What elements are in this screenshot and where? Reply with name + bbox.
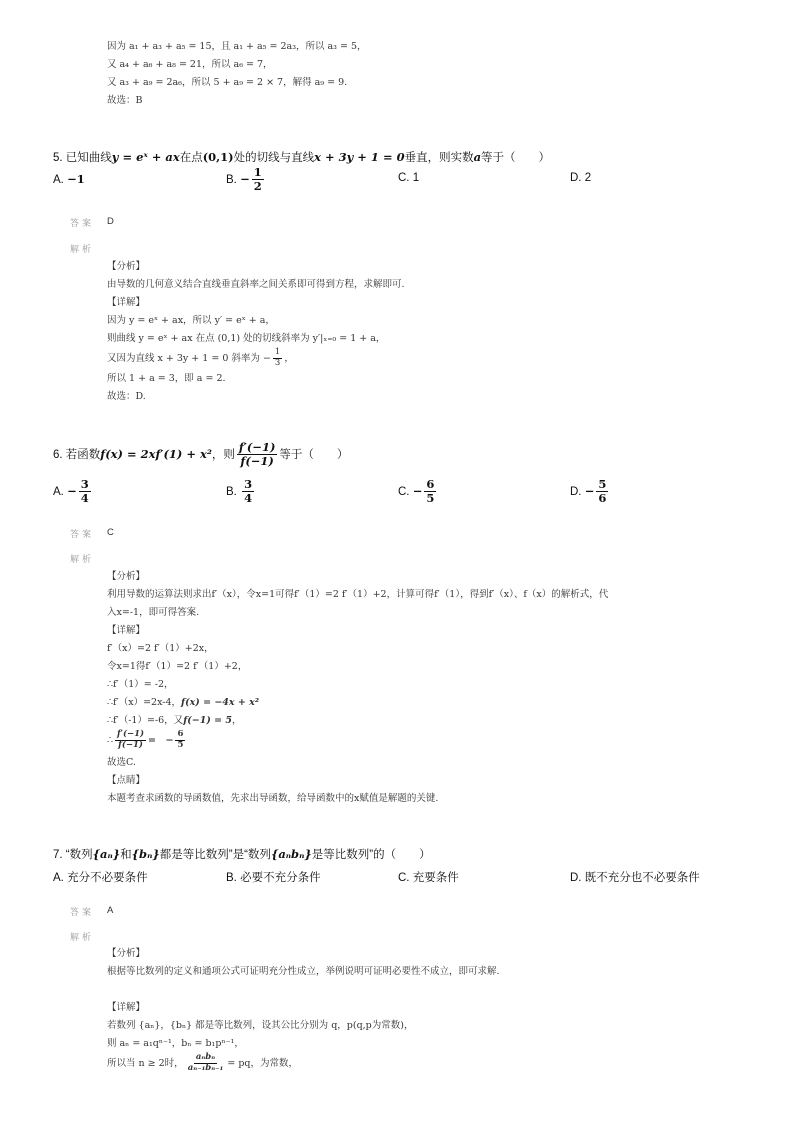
option-value: 充分不必要条件 [67, 872, 148, 884]
option-value: 1 [412, 172, 420, 184]
stem-text: 若函数 [65, 448, 101, 461]
detail-line: 故选C. [107, 757, 136, 768]
stem-text: 垂直，则实数 [404, 152, 474, 164]
fraction-numerator: 6 [426, 477, 435, 491]
answer-label: 答案 [70, 908, 95, 918]
question-5-stem [53, 149, 550, 165]
detail-line: 故选：D. [107, 391, 146, 402]
option-a[interactable] [53, 478, 93, 505]
option-value: 必要不充分条件 [240, 872, 321, 884]
analysis-text: 入x=-1，即可得答案. [107, 607, 200, 618]
question-number: 6. [53, 448, 63, 461]
stem-text: 和 [120, 849, 132, 861]
analysis-text: 根据等比数列的定义和通项公式可证明充分性成立，举例说明可证明必要性不成立，即可求解. [107, 966, 500, 977]
sequence-formula: {aₙ} [92, 847, 121, 861]
option-d[interactable] [570, 869, 700, 885]
detail-heading: 【详解】 [107, 297, 146, 308]
detail-heading: 【详解】 [107, 1002, 146, 1013]
question-6-stem [53, 441, 348, 468]
option-d[interactable] [570, 478, 610, 505]
option-fraction [596, 478, 608, 505]
fraction-denominator: f(−1) [118, 739, 143, 750]
detail-line: f′（x）=2 f′（1）+2x， [107, 643, 214, 654]
curve-formula: y = eˣ + ax [111, 150, 180, 164]
option-sign: − [412, 483, 423, 498]
analysis-heading: 【分析】 [107, 571, 146, 582]
fraction-numerator: aₙbₙ [195, 1052, 216, 1062]
sequence-formula: {bₙ} [131, 847, 160, 861]
option-letter: D. [570, 485, 582, 498]
option-value: 既不充分也不必要条件 [584, 872, 700, 884]
detail-formula: f(x) = −4x + x² [181, 697, 259, 708]
option-value: 充要条件 [412, 872, 459, 884]
stem-text: 在点 [179, 152, 203, 164]
detail-text: ∴ [107, 734, 114, 746]
analysis-heading: 【分析】 [107, 261, 146, 272]
detail-text: = − [148, 734, 174, 746]
analysis-heading: 【分析】 [107, 948, 146, 959]
fraction-denominator: 6 [598, 491, 607, 506]
option-letter: D. [570, 172, 582, 184]
option-letter: A. [53, 485, 64, 498]
stem-text: 都是等比数列”是“数列 [159, 849, 271, 861]
detail-line [107, 1053, 500, 1077]
fraction-denominator: f(−1) [240, 454, 274, 469]
detail-line: 则曲线 y = eˣ + ax 在点 (0,1) 处的切线斜率为 y′|ₓ₌₀ = 1 + a， [107, 333, 386, 344]
function-formula: f(x) = 2xf′(1) + x² [100, 446, 212, 461]
detail-fraction [186, 1053, 226, 1074]
option-letter: B. [226, 872, 237, 884]
sequence-formula: {aₙbₙ} [270, 847, 312, 861]
option-c[interactable] [398, 869, 459, 885]
option-c[interactable] [398, 172, 419, 184]
prev-solution-line: 故选：B [107, 95, 143, 106]
option-a[interactable] [53, 869, 148, 885]
detail-line [107, 712, 608, 730]
detail-fraction [273, 348, 282, 369]
detail-line: 令x=1得f′（1）=2 f′（1）+2， [107, 661, 248, 672]
detail-heading: 【详解】 [107, 625, 146, 636]
option-fraction [252, 166, 264, 193]
option-b[interactable] [226, 166, 266, 193]
option-sign: − [67, 483, 77, 498]
option-value: −1 [67, 172, 85, 186]
analysis-text: 利用导数的运算法则求出f′（x），令x=1可得f′（1）=2 f′（1）+2，计算可得f′（1），得到f′（x）、f（x）的解析式，代 [107, 589, 609, 600]
prev-solution-line: 又 a₃ + a₉ = 2a₆，所以 5 + a₉ = 2 × 7，解得 a₉ = 9. [107, 77, 348, 88]
detail-fraction [115, 730, 146, 751]
stem-text: 等于（ ） [279, 448, 349, 461]
point-formula: (0,1) [202, 150, 234, 164]
stem-fraction [237, 441, 278, 468]
option-d[interactable] [570, 172, 591, 184]
detail-line: ∴f′（1）= -2， [107, 679, 174, 690]
prev-solution-line: 因为 a₁ + a₃ + a₅ = 15，且 a₁ + a₅ = 2a₃，所以 a₃ = 5， [107, 41, 367, 52]
analysis-label: 解析 [70, 555, 95, 565]
analysis-label: 解析 [70, 933, 95, 943]
option-letter: C. [398, 485, 410, 498]
detail-line: 若数列 {aₙ}，{bₙ} 都是等比数列，设其公比分别为 q，p(q,p为常数)， [107, 1020, 414, 1031]
option-letter: C. [398, 172, 410, 184]
fraction-numerator: 5 [598, 477, 607, 491]
stem-text: 处的切线与直线 [233, 152, 315, 164]
detail-formula: f(−1) = 5 [183, 715, 233, 726]
option-sign: − [584, 483, 595, 498]
detail-fraction [175, 730, 185, 751]
option-b[interactable] [226, 478, 256, 505]
fraction-denominator: aₙ₋₁bₙ₋₁ [187, 1062, 224, 1073]
detail-line [107, 730, 608, 754]
detail-text: 所以当 n ≥ 2时， [107, 1057, 184, 1069]
answer-label: 答案 [70, 219, 95, 229]
option-letter: A. [53, 174, 64, 186]
fraction-denominator: 5 [177, 739, 184, 750]
option-letter: C. [398, 872, 410, 884]
detail-text: ∴f′（x）=2x-4， [107, 697, 182, 708]
question-number: 7. [53, 849, 63, 861]
answer-value: C [107, 527, 114, 538]
detail-line: 因为 y = eˣ + ax，所以 y′ = eˣ + a， [107, 315, 275, 326]
comment-text: 本题考查求函数的导函数值，先求出导函数，给导函数中的x赋值是解题的关键. [107, 793, 439, 804]
fraction-numerator: 1 [274, 347, 281, 357]
fraction-numerator: 3 [244, 477, 253, 491]
stem-text: 是等比数列”的（ ） [311, 849, 431, 861]
fraction-numerator: 6 [177, 729, 184, 739]
detail-line [107, 694, 608, 712]
option-letter: D. [570, 872, 582, 884]
option-fraction [79, 478, 91, 505]
question-7-stem [53, 846, 431, 862]
detail-line [107, 348, 405, 370]
detail-text: 又因为直线 x + 3y + 1 = 0 斜率为 − [107, 352, 271, 364]
option-letter: B. [226, 173, 237, 186]
fraction-denominator: 4 [244, 491, 253, 506]
option-letter: B. [226, 485, 237, 498]
line-formula: x + 3y + 1 = 0 [314, 150, 405, 164]
option-a[interactable] [53, 172, 85, 186]
option-sign: − [240, 171, 250, 186]
detail-text: = pq，为常数， [227, 1057, 298, 1069]
option-value: 2 [584, 172, 592, 184]
option-c[interactable] [398, 478, 438, 505]
detail-text: ， [284, 352, 294, 364]
option-fraction [242, 478, 254, 505]
stem-text: “数列 [65, 849, 93, 861]
question-6-solution [107, 568, 608, 808]
option-letter: A. [53, 872, 64, 884]
analysis-text: 由导数的几何意义结合直线垂直斜率之间关系即可得到方程，求解即可. [107, 279, 405, 290]
question-5-solution [107, 258, 405, 406]
detail-text: ∴f′（-1）=-6，又 [107, 715, 184, 726]
fraction-denominator: 5 [426, 491, 435, 506]
spacer [107, 981, 500, 999]
answer-value: A [107, 905, 114, 916]
analysis-label: 解析 [70, 245, 95, 255]
question-7-solution [107, 945, 500, 1077]
fraction-numerator: 3 [80, 477, 89, 491]
answer-label: 答案 [70, 530, 95, 540]
answer-value: D [107, 216, 114, 227]
variable: a [473, 150, 482, 164]
fraction-denominator: 4 [80, 491, 89, 506]
fraction-denominator: 3 [274, 357, 281, 368]
question-number: 5. [53, 152, 63, 164]
option-b[interactable] [226, 869, 321, 885]
fraction-numerator: f′(−1) [117, 729, 145, 739]
detail-text: ， [232, 715, 242, 726]
fraction-numerator: 1 [253, 165, 262, 179]
comment-heading: 【点睛】 [107, 775, 146, 786]
option-fraction [424, 478, 436, 505]
fraction-denominator: 2 [253, 179, 262, 194]
stem-text: ，则 [211, 448, 235, 461]
fraction-numerator: f′(−1) [238, 440, 276, 454]
prev-solution [107, 38, 367, 110]
prev-solution-line: 又 a₄ + a₆ + a₈ = 21，所以 a₆ = 7， [107, 59, 273, 70]
detail-line: 所以 1 + a = 3，即 a = 2. [107, 373, 226, 384]
stem-text: 已知曲线 [65, 152, 112, 164]
stem-text: 等于（ ） [481, 152, 551, 164]
detail-line: 则 aₙ = a₁qⁿ⁻¹，bₙ = b₁pⁿ⁻¹， [107, 1038, 244, 1049]
